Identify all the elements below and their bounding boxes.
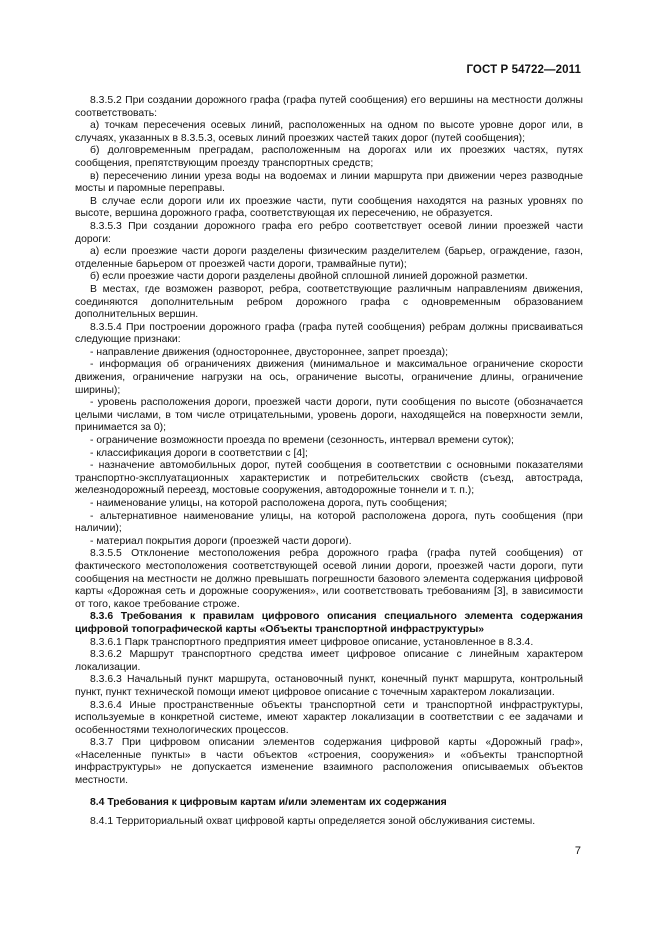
paragraph: 8.3.6.1 Парк транспортного предприятия имеет цифровое описание, установленное в 8.3.4. (90, 636, 534, 648)
list-item: - ограничение возможности проезда по времени (сезонность, интервал времени суток); (90, 435, 514, 447)
subsection-heading: 8.3.6 Требования к правилам цифрового описания специального элемента содержания цифровой топографической карты «Объекты транспортной инфраструктуры» (75, 611, 583, 635)
paragraph: 8.3.5.5 Отклонение местоположения ребра дорожного графа (графа путей сообщения) от фактического местоположения соответствующей осевой линии дороги, проезжей части дороги, пути сообщения на местности не должно превышать погрешности базового элемента содержания цифровой карты «Дорожная сеть и дорожные сооружения», или соответствовать требованиям [3], в зависимости от того, какое требование строже. (75, 548, 583, 610)
paragraph: 8.3.6.2 Маршрут транспортного средства имеет цифровое описание с линейным характером локализации. (75, 649, 583, 673)
paragraph: 8.3.7 При цифровом описании элементов содержания цифровой карты «Дорожный граф», «Населенные пункты» в части объектов «строения, сооружения» и «объекты транспортной инфраструктуры» не допускается изменение взаимного расположения описываемых объектов местности. (75, 737, 583, 787)
page-number: 7 (574, 845, 581, 857)
paragraph: 8.3.6.3 Начальный пункт маршрута, остановочный пункт, конечный пункт маршрута, контрольный пункт, пункт технической помощи имеют цифровое описание с точечным характером локализации. (75, 674, 583, 698)
list-item: - альтернативное наименование улицы, на которой расположена дорога, путь сообщения (при наличии); (75, 510, 583, 535)
paragraph: 8.3.6.4 Иные пространственные объекты транспортной сети и транспортной инфраструктуры, используемые в конкретной системе, имеют характер локализации в соответствии с ее задачами и особенностями технологических процессов. (75, 699, 583, 736)
paragraph: В местах, где возможен разворот, ребра, соответствующие различным направлениям движения, соединяются дополнительным ребром дорожного графа с одновременным образованием дополнительных вершин. (75, 283, 583, 321)
list-item: а) точкам пересечения осевых линий, расположенных на одном по высоте уровне дорог или, в случаях, указанных в 8.3.5.3, осевых линий проезжих частей таких дорог (путей сообщения); (75, 120, 583, 144)
list-item: - информация об ограничениях движения (минимальное и максимальное ограничение скорости движения, ограничение нагрузки на ось, ограничение высоты, ограничение длины, ограничение ширины); (75, 359, 583, 396)
list-item: - направление движения (одностороннее, двустороннее, запрет проезда); (90, 346, 449, 358)
paragraph: В случае если дороги или их проезжие части, пути сообщения находятся на разных уровнях по высоте, вершина дорожного графа, соответствующая их пересечению, не образуется. (75, 195, 583, 220)
list-item: - наименование улицы, на которой расположена дорога, путь сообщения; (90, 498, 448, 509)
document-body (75, 95, 583, 829)
section-heading: 8.4 Требования к цифровым картам и/или элементам их содержания (90, 796, 447, 808)
paragraph: 8.3.5.4 При построении дорожного графа (графа путей сообщения) ребрам должны присваиваться следующие признаки: (75, 321, 583, 346)
document-id: ГОСТ Р 54722—2011 (466, 64, 581, 76)
list-item: б) если проезжие части дороги разделены двойной сплошной линией дорожной разметки. (90, 271, 528, 283)
list-item: а) если проезжие части дороги разделены физическим разделителем (барьер, ограждение, газон, отделенные барьером от проезжей части дороги, трамвайные пути); (75, 246, 583, 270)
list-item: б) долговременным преградам, расположенным на дорогах или их проезжих частях, путях сообщения, препятствующим проезду транспортных средств; (75, 145, 583, 169)
paragraph: 8.4.1 Территориальный охват цифровой карты определяется зоной обслуживания системы. (90, 816, 536, 828)
paragraph: 8.3.5.2 При создании дорожного графа (графа путей сообщения) его вершины на местности должны соответствовать: (75, 95, 583, 119)
paragraph: 8.3.5.3 При создании дорожного графа его ребро соответствует осевой линии проезжей части дороги: (75, 220, 583, 245)
list-item: в) пересечению линии уреза воды на водоемах и линии маршрута при движении через разводные мосты и паромные переправы. (75, 170, 583, 195)
list-item: - уровень расположения дороги, проезжей части дороги, пути сообщения по высоте (обозначается целыми числами, в том числе отрицательными, уровень дороги, находящейся на поверхности земли, принимается за 0); (75, 397, 583, 434)
list-item: - материал покрытия дороги (проезжей части дороги). (90, 535, 352, 547)
list-item: - назначение автомобильных дорог, путей сообщения в соответствии с основными показателями транспортно-эксплуатационных характеристик и потребительских свойств (съезд, автострада, железнодорожный переезд, мостовые сооружения, автодорожные тоннели и т. п.); (75, 460, 583, 497)
list-item: - классификация дороги в соответствии с [4]; (90, 447, 308, 459)
